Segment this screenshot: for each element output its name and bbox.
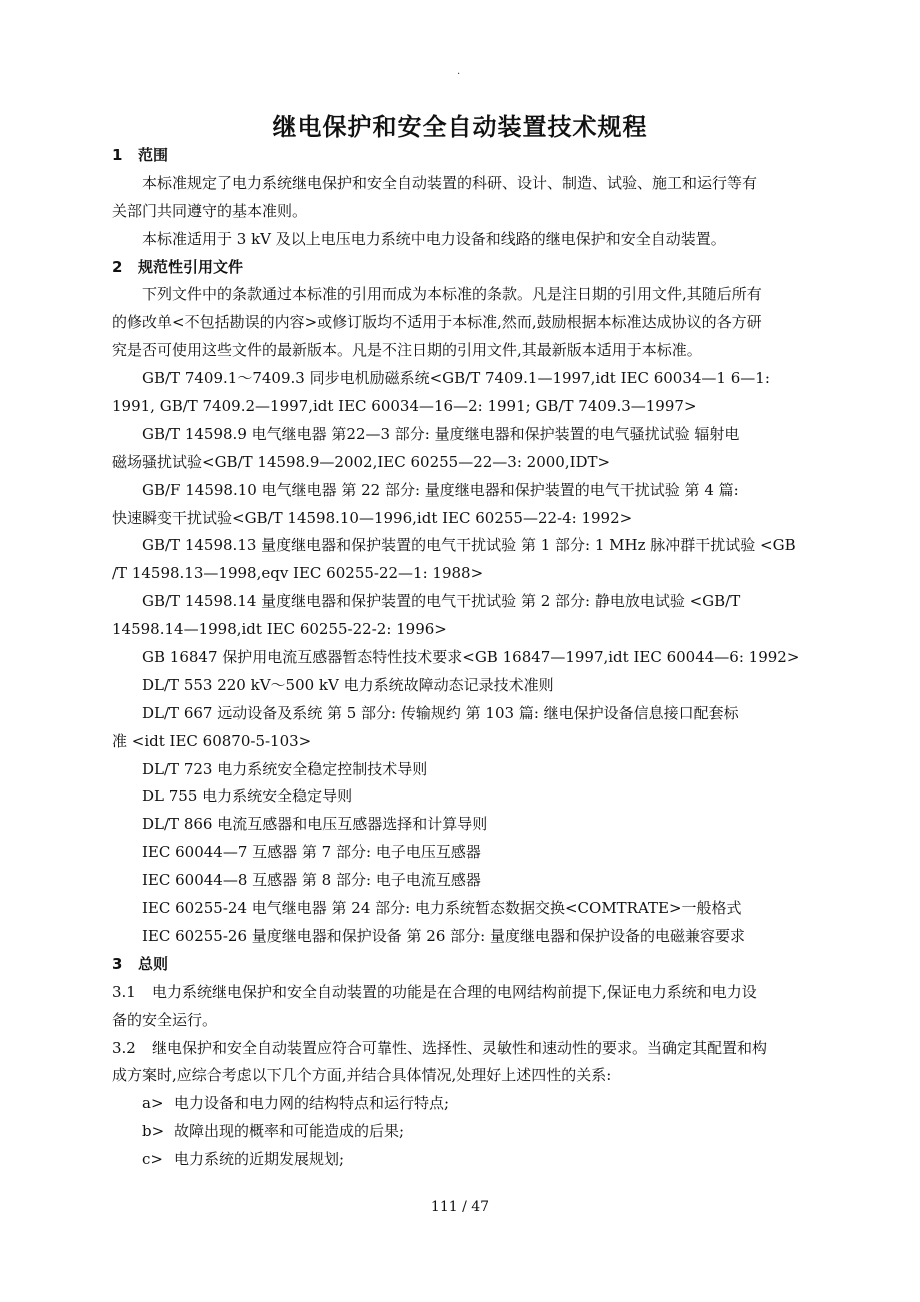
clause-number: 3.1 bbox=[112, 982, 136, 1001]
list-item bbox=[112, 1118, 824, 1146]
list-item-text: 电力系统的近期发展规划; bbox=[174, 1150, 345, 1169]
reference-line: 快速瞬变干扰试验<GB/T 14598.10—1996,idt IEC 60255—22-4: 1992> bbox=[112, 508, 633, 527]
reference-line: DL/T 866 电流互感器和电压互感器选择和计算导则 bbox=[142, 815, 488, 834]
clause-3-2 bbox=[112, 1035, 824, 1063]
paragraph-line: 的修改单<不包括勘误的内容>或修订版均不适用于本标准,然而,鼓励根据本标准达成协议的各方研 bbox=[112, 313, 762, 332]
list-item-label: c> bbox=[142, 1150, 163, 1169]
paragraph-line: 本标准规定了电力系统继电保护和安全自动装置的科研、设计、制造、试验、施工和运行等有 bbox=[142, 173, 758, 192]
section-heading-2 bbox=[112, 254, 824, 282]
header-mark: . bbox=[457, 66, 461, 77]
section-title: 规范性引用文件 bbox=[138, 257, 244, 276]
paragraph-line: 关部门共同遵守的基本准则。 bbox=[112, 201, 308, 220]
document-title: 继电保护和安全自动装置技术规程 bbox=[272, 113, 648, 141]
section-number: 1 bbox=[112, 146, 123, 164]
reference-line: GB/T 14598.13 量度继电器和保护装置的电气干扰试验 第 1 部分: 1 MHz 脉冲群干扰试验 <GB bbox=[142, 536, 796, 555]
page-number: 111 / 47 bbox=[430, 1199, 490, 1215]
paragraph-line: 本标准适用于 3 kV 及以上电压电力系统中电力设备和线路的继电保护和安全自动装置。 bbox=[142, 229, 726, 248]
reference-line: /T 14598.13—1998,eqv IEC 60255-22—1: 1988> bbox=[112, 564, 484, 583]
reference-line: IEC 60255-24 电气继电器 第 24 部分: 电力系统暂态数据交换<COMTRATE>一般格式 bbox=[142, 899, 742, 918]
clause-text: 继电保护和安全自动装置应符合可靠性、选择性、灵敏性和速动性的要求。当确定其配置和构 bbox=[152, 1038, 768, 1057]
reference-line: GB/T 7409.1～7409.3 同步电机励磁系统<GB/T 7409.1—1997,idt IEC 60034—1 6—1: bbox=[142, 369, 770, 388]
clause-text-continued: 成方案时,应综合考虑以下几个方面,并结合具体情况,处理好上述四性的关系: bbox=[112, 1066, 612, 1085]
list-item-text: 电力设备和电力网的结构特点和运行特点; bbox=[174, 1094, 450, 1113]
reference-line: IEC 60044—7 互感器 第 7 部分: 电子电压互感器 bbox=[142, 843, 481, 862]
reference-line: IEC 60044—8 互感器 第 8 部分: 电子电流互感器 bbox=[142, 871, 481, 890]
list-item bbox=[112, 1146, 824, 1174]
section-title: 范围 bbox=[138, 146, 169, 164]
list-item-label: a> bbox=[142, 1094, 164, 1113]
reference-line: IEC 60255-26 量度继电器和保护设备 第 26 部分: 量度继电器和保护设备的电磁兼容要求 bbox=[142, 926, 745, 945]
section-heading-3 bbox=[112, 951, 824, 979]
list-item-label: b> bbox=[142, 1122, 165, 1141]
reference-line: 磁场骚扰试验<GB/T 14598.9—2002,IEC 60255—22—3: 2000,IDT> bbox=[112, 452, 611, 471]
section-heading-1 bbox=[112, 142, 824, 170]
reference-line: GB/T 14598.14 量度继电器和保护装置的电气干扰试验 第 2 部分: 静电放电试验 <GB/T bbox=[142, 592, 741, 611]
document-body bbox=[112, 142, 824, 1174]
list-item-text: 故障出现的概率和可能造成的后果; bbox=[174, 1122, 405, 1141]
reference-line: DL/T 553 220 kV～500 kV 电力系统故障动态记录技术准则 bbox=[142, 675, 554, 694]
reference-line: DL 755 电力系统安全稳定导则 bbox=[142, 787, 353, 806]
reference-line: GB/T 14598.9 电气继电器 第22—3 部分: 量度继电器和保护装置的电气骚扰试验 辐射电 bbox=[142, 424, 740, 443]
reference-line: 1991, GB/T 7409.2—1997,idt IEC 60034—16—2: 1991; GB/T 7409.3—1997> bbox=[112, 397, 697, 416]
section-number: 3 bbox=[112, 954, 123, 973]
clause-3-1 bbox=[112, 979, 824, 1007]
reference-line: 准 <idt IEC 60870-5-103> bbox=[112, 731, 312, 750]
clause-text-continued: 备的安全运行。 bbox=[112, 1010, 218, 1029]
reference-line: GB/F 14598.10 电气继电器 第 22 部分: 量度继电器和保护装置的电气干扰试验 第 4 篇: bbox=[142, 480, 739, 499]
clause-text: 电力系统继电保护和安全自动装置的功能是在合理的电网结构前提下,保证电力系统和电力设 bbox=[152, 982, 757, 1001]
reference-line: GB 16847 保护用电流互感器暂态特性技术要求<GB 16847—1997,idt IEC 60044—6: 1992> bbox=[142, 648, 800, 667]
clause-number: 3.2 bbox=[112, 1038, 136, 1057]
reference-line: DL/T 667 远动设备及系统 第 5 部分: 传输规约 第 103 篇: 继电保护设备信息接口配套标 bbox=[142, 703, 739, 722]
section-title: 总则 bbox=[138, 954, 169, 973]
paragraph-line: 下列文件中的条款通过本标准的引用而成为本标准的条款。凡是注日期的引用文件,其随后所有 bbox=[142, 285, 762, 304]
reference-line: DL/T 723 电力系统安全稳定控制技术导则 bbox=[142, 759, 428, 778]
list-item bbox=[112, 1090, 824, 1118]
reference-line: 14598.14—1998,idt IEC 60255-22-2: 1996> bbox=[112, 620, 447, 639]
paragraph-line: 究是否可使用这些文件的最新版本。凡是不注日期的引用文件,其最新版本适用于本标准。 bbox=[112, 341, 702, 360]
section-number: 2 bbox=[112, 257, 123, 276]
